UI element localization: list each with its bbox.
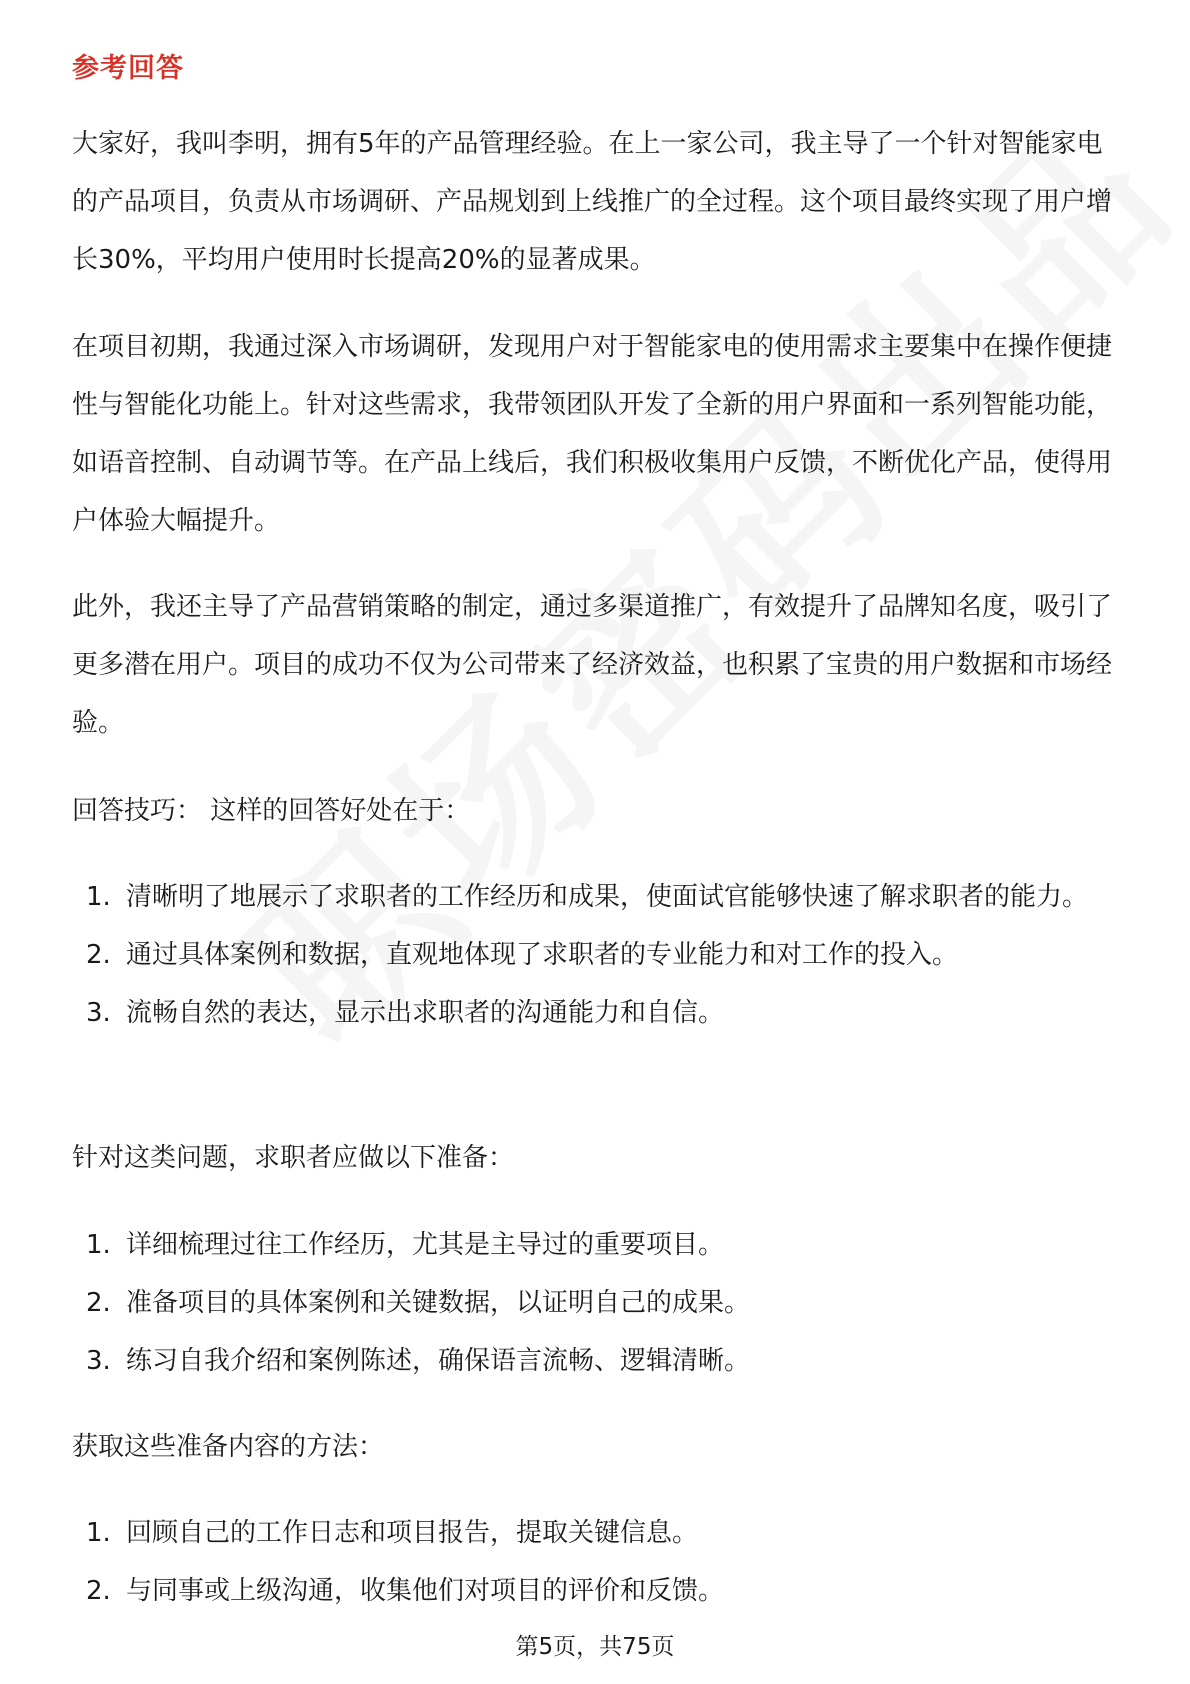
list-number: 1. — [86, 1230, 111, 1260]
list-item-text: 详细梳理过往工作经历，尤其是主导过的重要项目。 — [126, 1230, 725, 1260]
list-item — [72, 1562, 1120, 1620]
page-number: 第5页，共75页 — [515, 1634, 675, 1660]
tips-label: 回答技巧： 这样的回答好处在于： — [72, 796, 471, 826]
list-item — [72, 1332, 1120, 1390]
tips-list — [72, 868, 1120, 1042]
list-item — [72, 926, 1120, 984]
list-item — [72, 984, 1120, 1042]
list-number: 1. — [86, 1518, 111, 1548]
prep-label: 针对这类问题，求职者应做以下准备： — [72, 1143, 515, 1173]
list-item-text: 回顾自己的工作日志和项目报告，提取关键信息。 — [126, 1518, 699, 1548]
section-heading: 参考回答 — [72, 53, 184, 84]
list-number: 2. — [86, 1576, 111, 1606]
list-item — [72, 1504, 1120, 1562]
list-number: 2. — [86, 940, 111, 970]
list-item — [72, 1216, 1120, 1274]
answer-paragraph-2: 在项目初期，我通过深入市场调研，发现用户对于智能家电的使用需求主要集中在操作便捷性与智能化功能上。针对这些需求，我带领团队开发了全新的用户界面和一系列智能功能，如语音控制、自动调节等。在产品上线后，我们积极收集用户反馈，不断优化产品，使得用户体验大幅提升。 — [72, 332, 1113, 536]
list-number: 2. — [86, 1288, 111, 1318]
list-item-text: 准备项目的具体案例和关键数据，以证明自己的成果。 — [126, 1288, 751, 1318]
list-item-text: 清晰明了地展示了求职者的工作经历和成果，使面试官能够快速了解求职者的能力。 — [126, 882, 1089, 912]
answer-paragraph-1: 大家好，我叫李明，拥有5年的产品管理经验。在上一家公司，我主导了一个针对智能家电的产品项目，负责从市场调研、产品规划到上线推广的全过程。这个项目最终实现了用户增长30%，平均用户使用时长提高20%的显著成果。 — [72, 129, 1113, 275]
list-item — [72, 868, 1120, 926]
method-list — [72, 1504, 1120, 1620]
list-item — [72, 1274, 1120, 1332]
list-item-text: 通过具体案例和数据，直观地体现了求职者的专业能力和对工作的投入。 — [126, 940, 959, 970]
method-label: 获取这些准备内容的方法： — [72, 1432, 385, 1462]
list-number: 1. — [86, 882, 111, 912]
prep-list — [72, 1216, 1120, 1390]
list-item-text: 练习自我介绍和案例陈述，确保语言流畅、逻辑清晰。 — [126, 1346, 751, 1376]
list-number: 3. — [86, 998, 111, 1028]
answer-paragraph-3: 此外，我还主导了产品营销策略的制定，通过多渠道推广，有效提升了品牌知名度，吸引了更多潜在用户。项目的成功不仅为公司带来了经济效益，也积累了宝贵的用户数据和市场经验。 — [72, 592, 1113, 738]
list-item-text: 流畅自然的表达，显示出求职者的沟通能力和自信。 — [126, 998, 725, 1028]
list-item-text: 与同事或上级沟通，收集他们对项目的评价和反馈。 — [126, 1576, 725, 1606]
list-number: 3. — [86, 1346, 111, 1376]
